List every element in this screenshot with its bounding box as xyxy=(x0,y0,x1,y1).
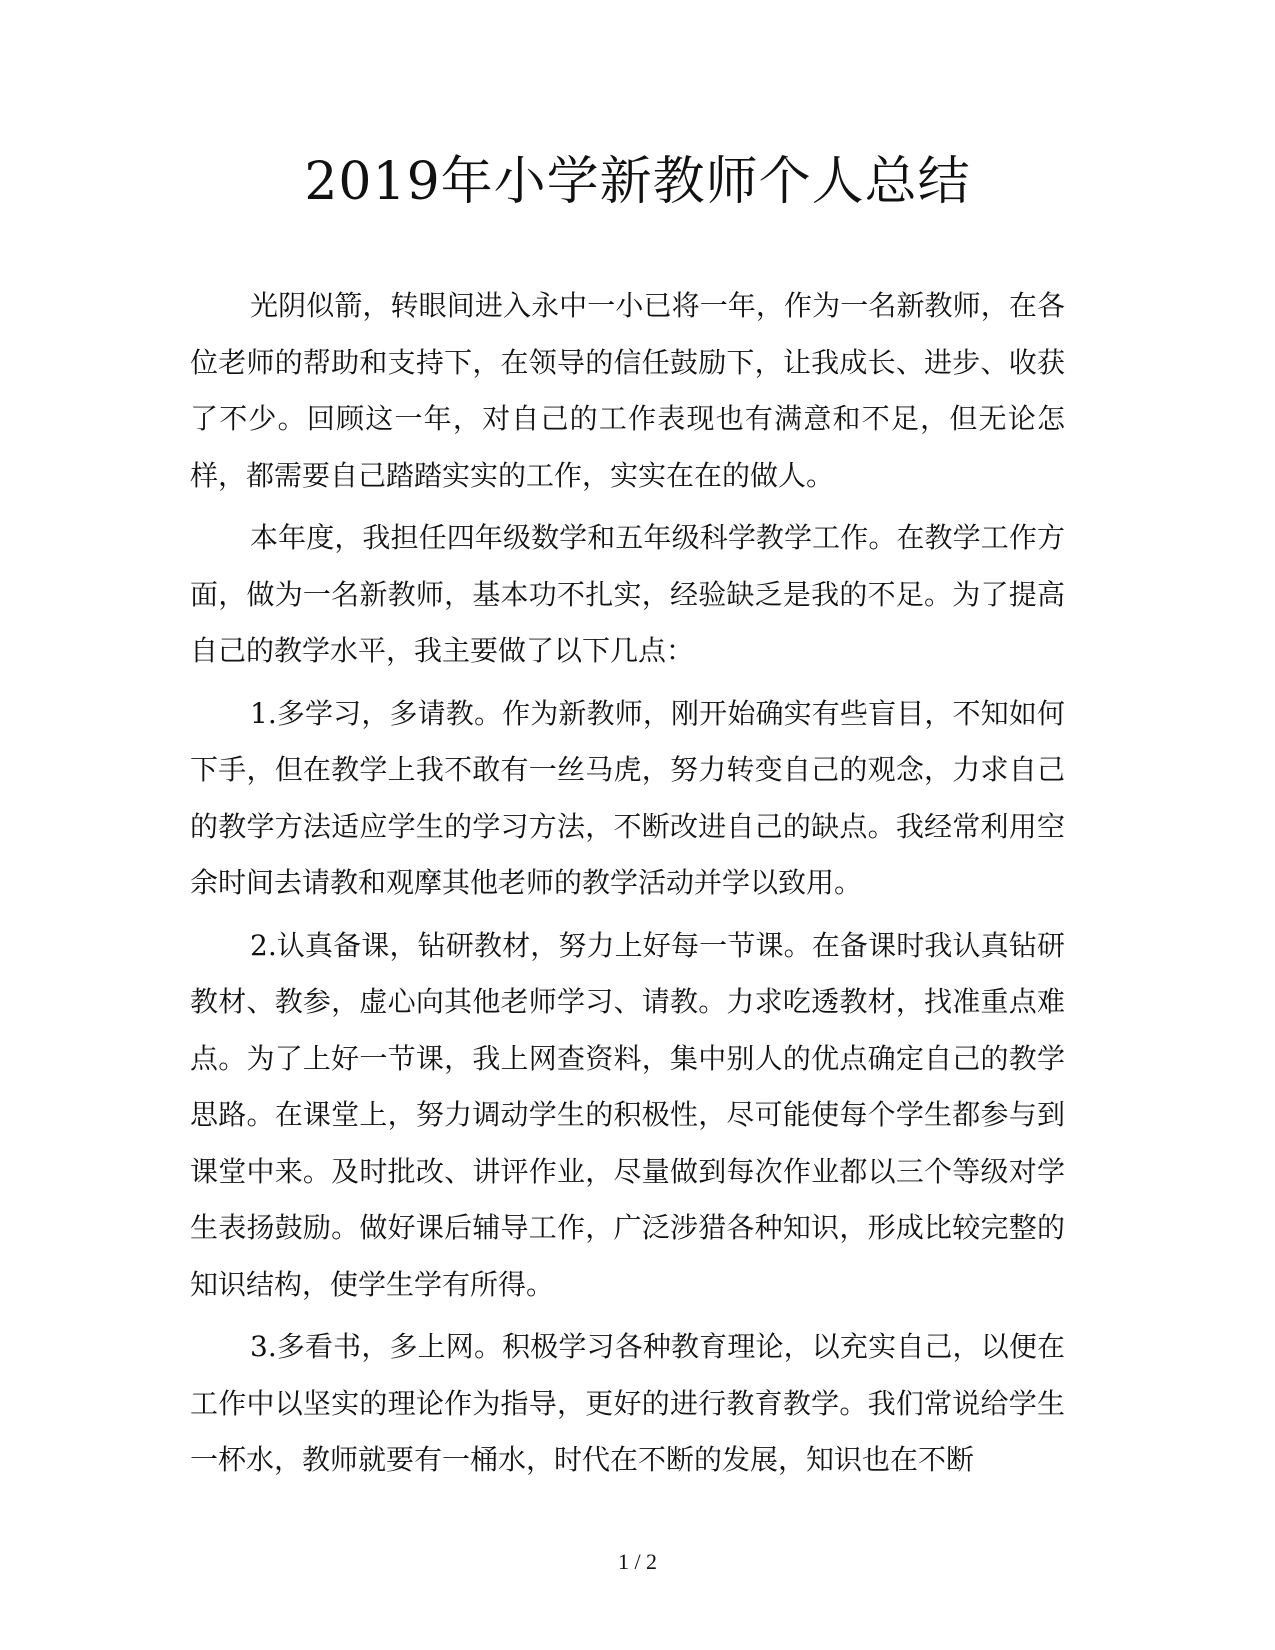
page-number: 1 / 2 xyxy=(617,1549,658,1574)
document-body xyxy=(190,278,1065,1495)
paragraph: 1.多学习，多请教。作为新教师，刚开始确实有些盲目，不知如何下手，但在教学上我不敢有一丝马虎，努力转变自己的观念，力求自己的教学方法适应学生的学习方法，不断改进自己的缺点。我经常利用空余时间去请教和观摩其他老师的教学活动并学以致用。 xyxy=(190,696,1065,899)
paragraph: 3.多看书，多上网。积极学习各种教育理论，以充实自己，以便在工作中以坚实的理论作为指导，更好的进行教育教学。我们常说给学生一杯水，教师就要有一桶水，时代在不断的发展，知识也在不断 xyxy=(190,1330,1065,1476)
paragraph: 光阴似箭，转眼间进入永中一小已将一年，作为一名新教师，在各位老师的帮助和支持下，在领导的信任鼓励下，让我成长、进步、收获了不少。回顾这一年，对自己的工作表现也有满意和不足，但无论怎样，都需要自己踏踏实实的工作，实实在在的做人。 xyxy=(190,289,1065,492)
document-title: 2019年小学新教师个人总结 xyxy=(304,152,971,212)
paragraph: 2.认真备课，钻研教材，努力上好每一节课。在备课时我认真钻研教材、教参，虚心向其他老师学习、请教。力求吃透教材，找准重点难点。为了上好一节课，我上网查资料，集中别人的优点确定自己的教学思路。在课堂上，努力调动学生的积极性，尽可能使每个学生都参与到课堂中来。及时批改、讲评作业，尽量做到每次作业都以三个等级对学生表扬鼓励。做好课后辅导工作，广泛涉猎各种知识，形成比较完整的知识结构，使学生学有所得。 xyxy=(190,928,1065,1301)
paragraph: 本年度，我担任四年级数学和五年级科学教学工作。在教学工作方面，做为一名新教师，基本功不扎实，经验缺乏是我的不足。为了提高自己的教学水平，我主要做了以下几点： xyxy=(190,521,1065,667)
